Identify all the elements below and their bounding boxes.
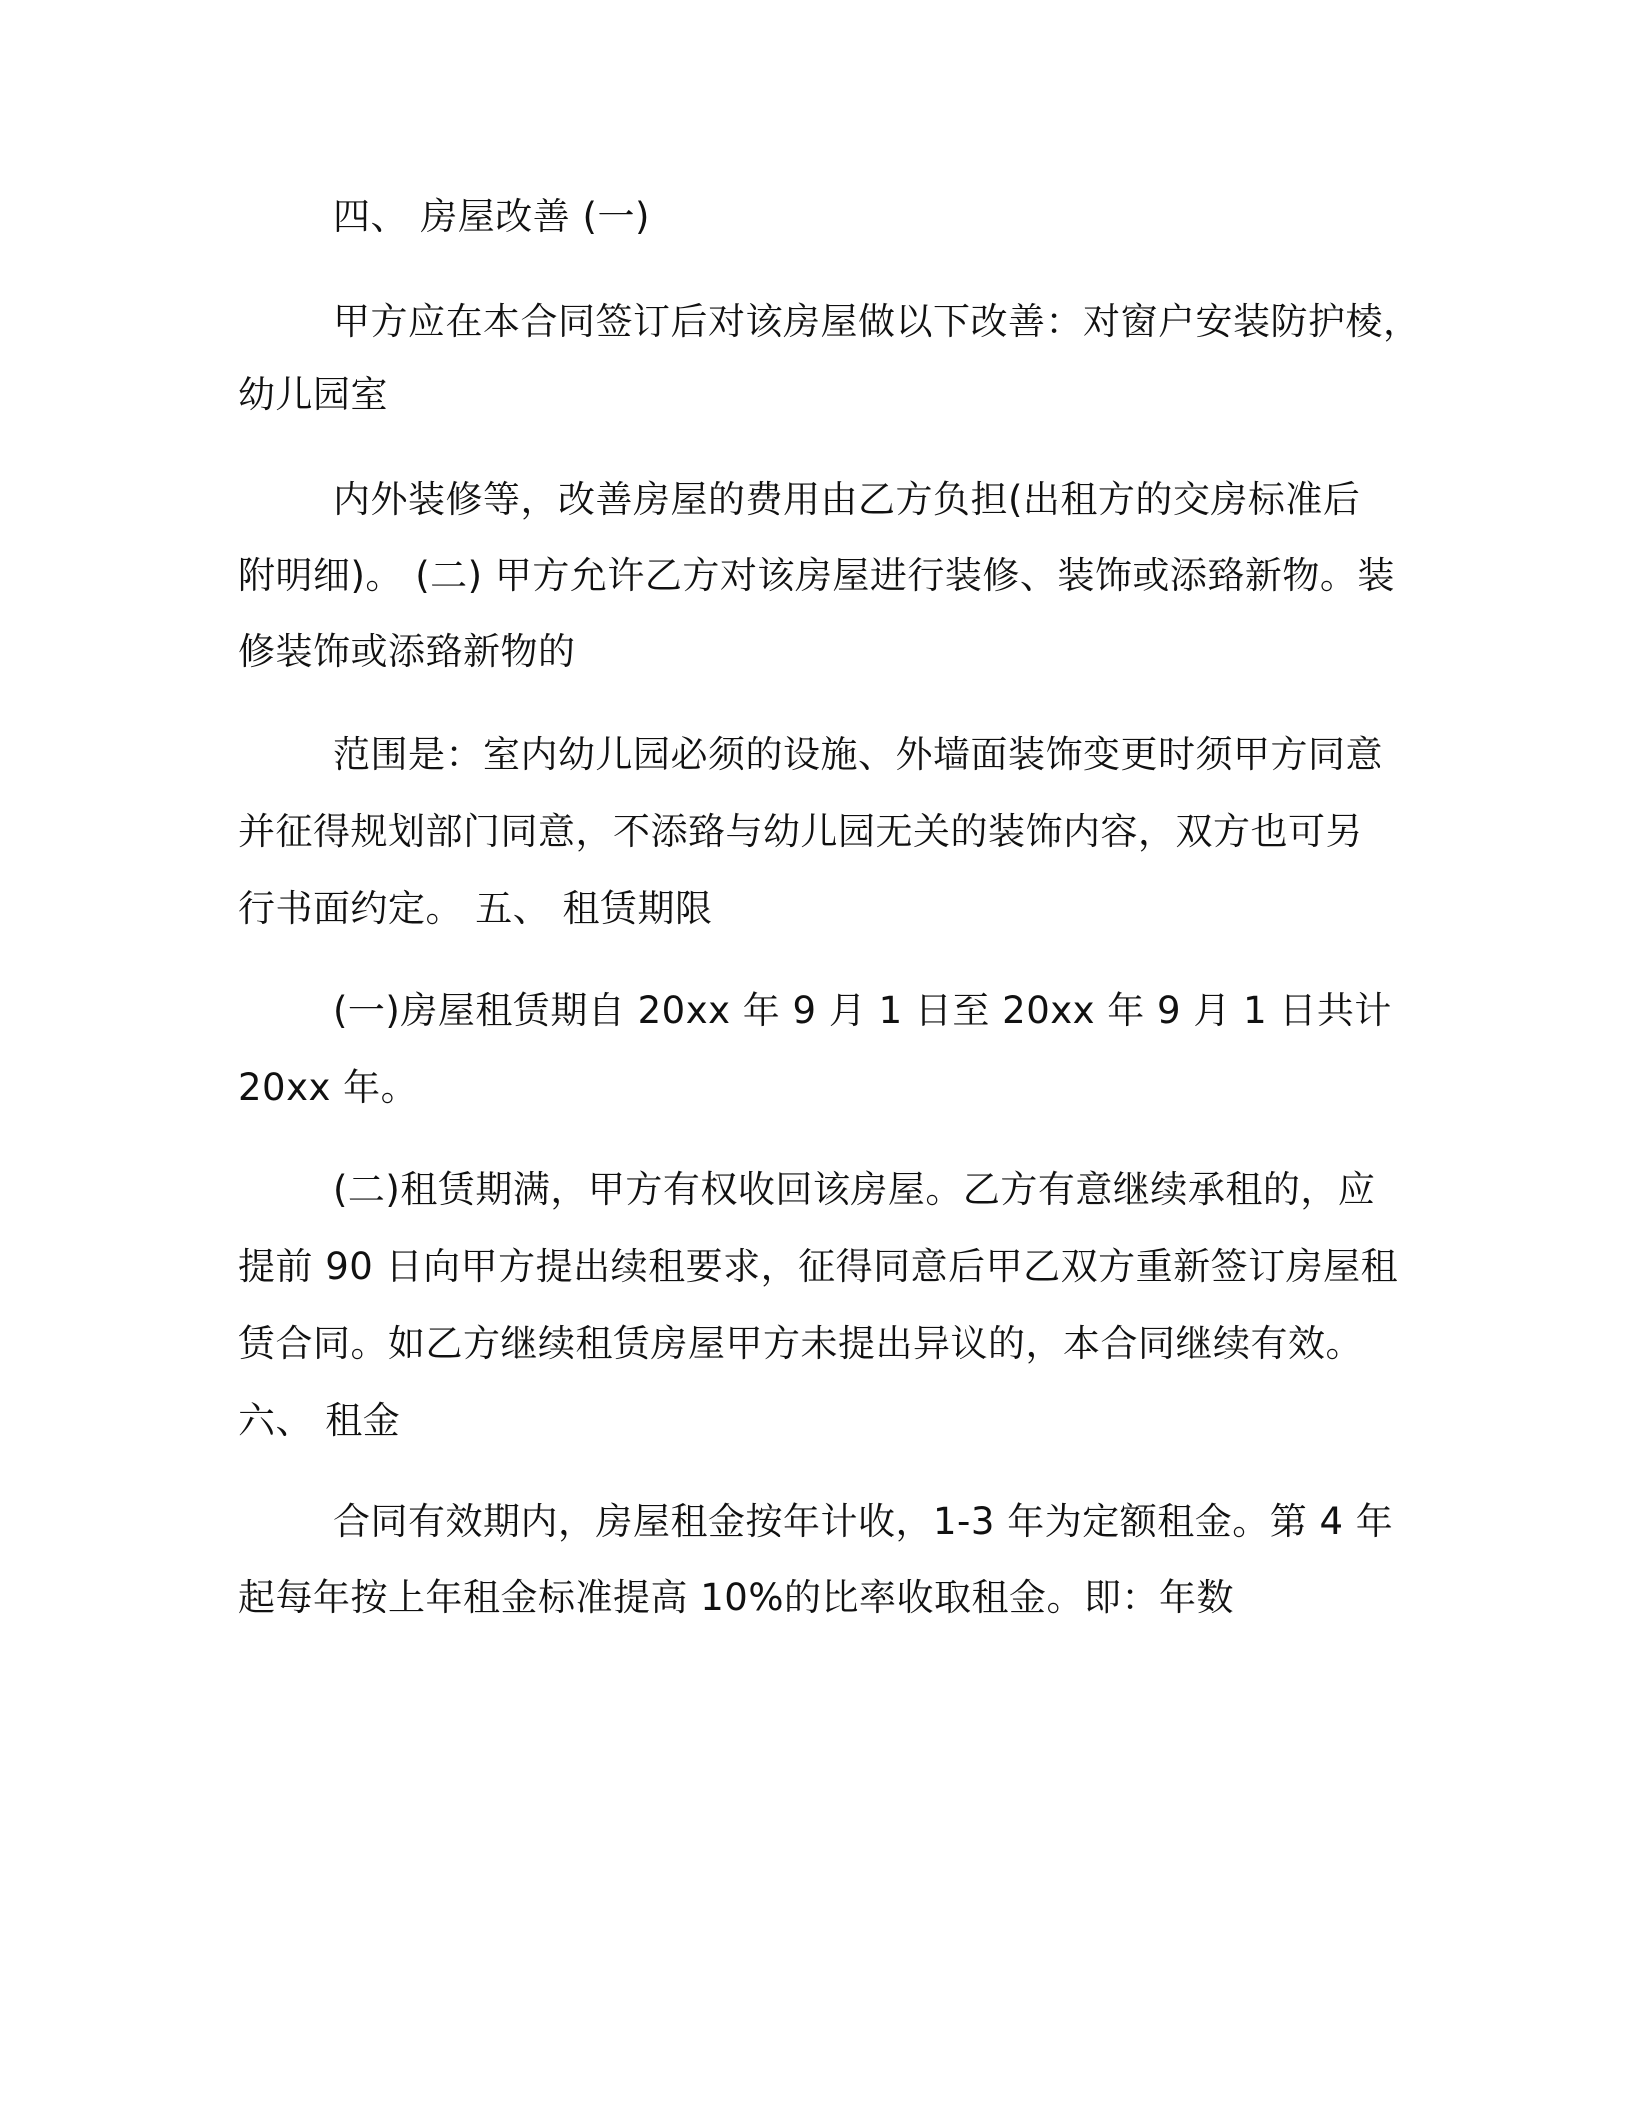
paragraph-line: 甲方应在本合同签订后对该房屋做以下改善：对窗户安装防护棱， xyxy=(333,300,1421,343)
paragraph-line: 范围是：室内幼儿园必须的设施、外墙面装饰变更时须甲方同意 xyxy=(333,733,1383,776)
paragraph-line: 内外装修等，改善房屋的费用由乙方负担(出租方的交房标准后 xyxy=(333,478,1361,521)
paragraph-line: 幼儿园室 xyxy=(238,373,388,416)
paragraph-line-with-heading: 行书面约定。 五、 租赁期限 xyxy=(238,887,713,930)
paragraph-line: 并征得规划部门同意，不添臵与幼儿园无关的装饰内容，双方也可另 xyxy=(238,810,1363,853)
paragraph-line: (一)房屋租赁期自 20xx 年 9 月 1 日至 20xx 年 9 月 1 日共计 xyxy=(333,989,1392,1032)
section-heading-rent: 六、 租金 xyxy=(238,1399,401,1442)
paragraph-line: (二)租赁期满，甲方有权收回该房屋。乙方有意继续承租的，应 xyxy=(333,1168,1376,1211)
paragraph-line: 20xx 年。 xyxy=(238,1066,419,1109)
section-heading-improvement: 四、 房屋改善 (一) xyxy=(333,195,650,238)
paragraph-line: 修装饰或添臵新物的 xyxy=(238,630,576,673)
paragraph-line: 附明细)。 (二) 甲方允许乙方对该房屋进行装修、装饰或添臵新物。装 xyxy=(238,554,1395,597)
paragraph-line: 提前 90 日向甲方提出续租要求，征得同意后甲乙双方重新签订房屋租 xyxy=(238,1245,1399,1288)
paragraph-line: 赁合同。如乙方继续租赁房屋甲方未提出异议的，本合同继续有效。 xyxy=(238,1322,1363,1365)
paragraph-line: 起每年按上年租金标准提高 10%的比率收取租金。即：年数 xyxy=(238,1576,1234,1619)
paragraph-line: 合同有效期内，房屋租金按年计收，1-3 年为定额租金。第 4 年 xyxy=(333,1500,1394,1543)
